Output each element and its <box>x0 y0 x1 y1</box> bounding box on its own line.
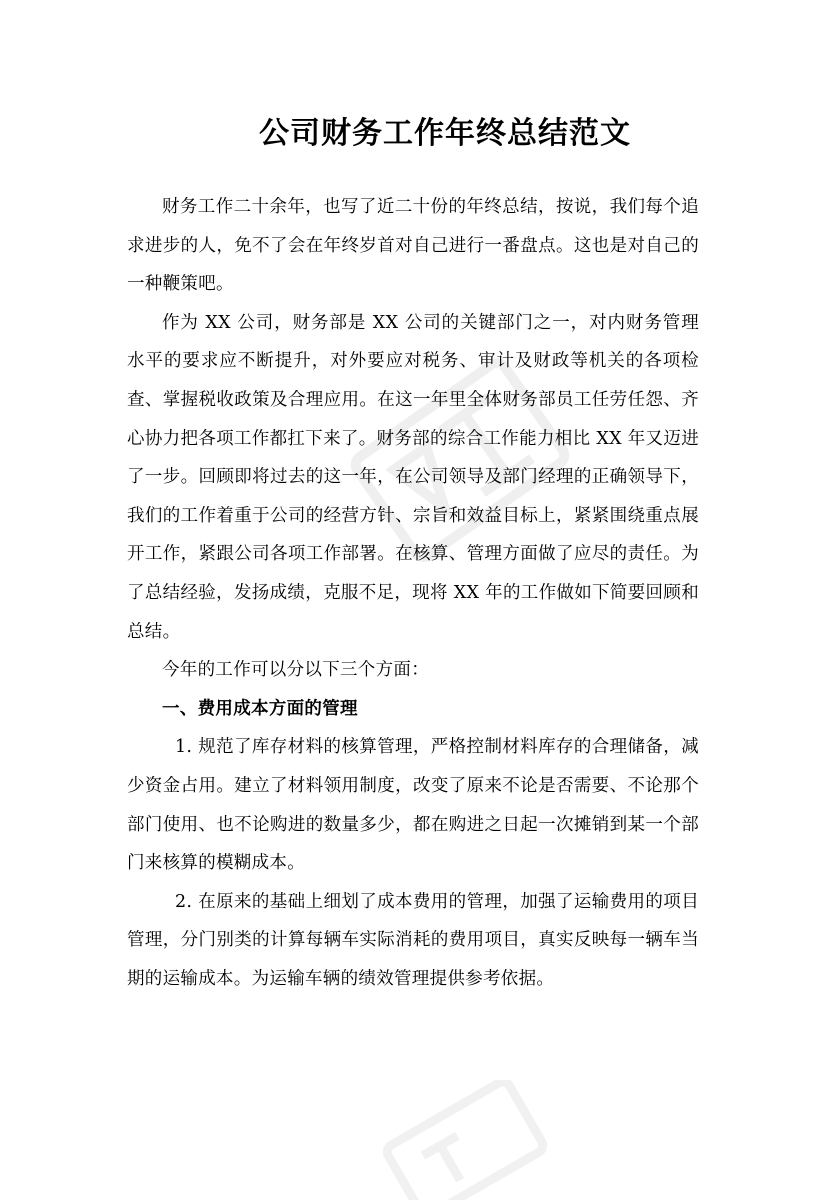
paragraph-intro: 财务工作二十余年，也写了近二十份的年终总结，按说，我们每个追求进步的人，免不了会在年终岁首对自己进行一番盘点。这也是对自己的一种鞭策吧。 <box>127 197 699 295</box>
watermark-bottom-icon <box>360 1080 560 1200</box>
paragraph-aspects: 今年的工作可以分以下三个方面： <box>162 660 429 681</box>
document-title: 公司财务工作年终总结范文 <box>259 116 631 151</box>
section-heading: 一、费用成本方面的管理 <box>162 698 358 719</box>
list-item: 2. 在原来的基础上细划了成本费用的管理，加强了运输费用的项目管理，分门别类的计算每辆车实际消耗的费用项目，真实反映每一辆车当期的运输成本。为运输车辆的绩效管理提供参考依据。 <box>127 891 699 989</box>
list-item: 1. 规范了库存材料的核算管理，严格控制材料库存的合理储备，减少资金占用。建立了材料领用制度，改变了原来不论是否需要、不论那个部门使用、也不论购进的数量多少，都在购进之日起一次摊销到某一个部门来核算的模糊成本。 <box>127 737 699 874</box>
document-body <box>127 188 699 998</box>
paragraph-overview: 作为 XX 公司，财务部是 XX 公司的关键部门之一，对内财务管理水平的要求应不断提升，对外要应对税务、审计及财政等机关的各项检查、掌握税收政策及合理应用。在这一年里全体财务部员工任劳任怨、齐心协力把各项工作都扛下来了。财务部的综合工作能力相比 XX 年又迈进了一步。回顾即将过去的这一年，在公司领导及部门经理的正确领导下，我们的工作着重于公司的经营方针、宗旨和效益目标上，紧紧围绕重点展开工作，紧跟公司各项工作部署。在核算、管理方面做了应尽的责任。为了总结经验，发扬成绩，克服不足，现将 XX 年的工作做如下简要回顾和总结。 <box>127 312 699 642</box>
